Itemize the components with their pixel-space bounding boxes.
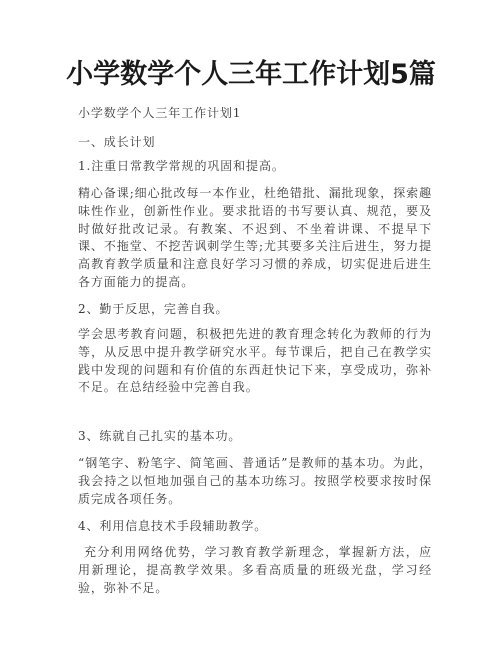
document-subtitle: 小学数学个人三年工作计划1 <box>78 106 242 120</box>
paragraph-text: 充分利用网络优势，学习教育教学新理念，掌握新方法，应用新理论，提高教学效果。多看高质量的班级光盘，学习经验，弥补不足。 <box>78 545 432 595</box>
subsection-heading: 4、利用信息技术手段辅助教学。 <box>78 519 268 533</box>
paragraph-text: “钢笔字、粉笔字、简笔画、普通话”是教师的基本功。为此，我会持之以恒地加强自己的基本功练习。按照学校要求按时保质完成各项任务。 <box>78 456 432 506</box>
subsection-heading: 3、练就自己扎实的基本功。 <box>78 429 242 443</box>
document-title: 小学数学个人三年工作计划5篇 <box>66 59 436 90</box>
section-heading: 一、成长计划 <box>78 135 156 149</box>
paragraph-text: 学会思考教育问题，积极把先进的教育理念转化为教师的行为等，从反思中提升教学研究水平。每节课后，把自己在教学实践中发现的问题和有价值的东西赶快记下来，享受成功，弥补不足。在总结经验中完善自我。 <box>78 327 432 395</box>
subsection-heading: 1.注重日常教学常规的巩固和提高。 <box>78 159 285 173</box>
subsection-heading: 2、勤于反思，完善自我。 <box>78 302 229 316</box>
paragraph-text: 精心备课;细心批改每一本作业，杜绝错批、漏批现象，探索趣味性作业，创新性作业。要求批语的书写要认真、规范，要及时做好批改记录。有教案、不迟到、不坐着讲课、不提早下课、不拖堂、不挖苦讽刺学生等;尤其要多关注后进生，努力提高教育教学质量和注意良好学习习惯的养成，切实促进后进生各方面能力的提高。 <box>78 186 432 289</box>
